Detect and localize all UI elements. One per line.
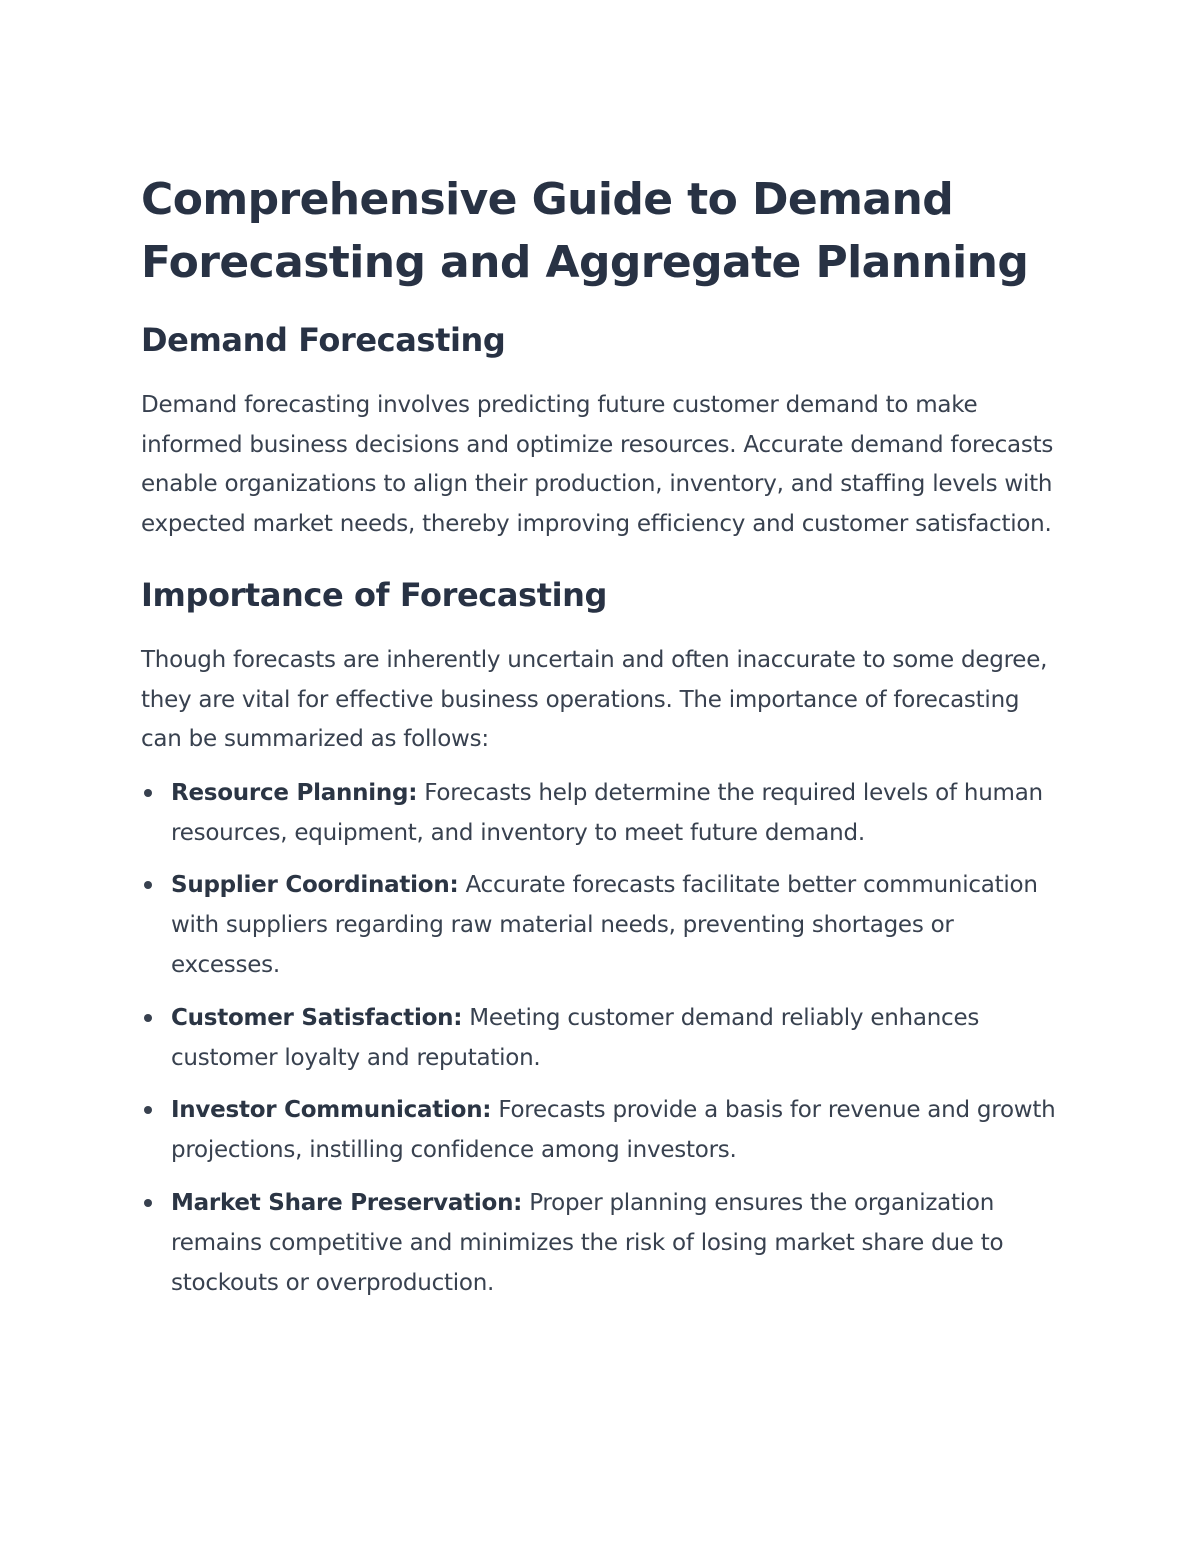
page-title: Comprehensive Guide to Demand Forecasting and Aggregate Planning — [141, 174, 1029, 288]
paragraph-importance-of-forecasting: Though forecasts are inherently uncertain and often inaccurate to some degree, they are vital for effective business operations. The importance of forecasting can be summarized as follows: — [141, 647, 1048, 752]
bullet-text: Proper planning ensures the organization remains competitive and minimizes the risk of losing market share due to stockouts or overproduction. — [171, 1189, 1004, 1296]
bullet-text: Forecasts help determine the required levels of human resources, equipment, and inventory to meet future demand. — [171, 779, 1043, 846]
section-heading-importance-of-forecasting: Importance of Forecasting — [141, 576, 608, 614]
bullet-icon — [144, 1014, 152, 1022]
bullet-icon — [144, 881, 152, 889]
paragraph-demand-forecasting: Demand forecasting involves predicting future customer demand to make informed business decisions and optimize resources. Accurate demand forecasts enable organizations to align their production, inventory, and staffing levels with expected market needs, thereby improving efficiency and customer satisfaction. — [141, 392, 1054, 537]
list-item-supplier-coordination — [141, 865, 1061, 985]
bullet-text: Forecasts provide a basis for revenue and growth projections, instilling confidence among investors. — [171, 1097, 1056, 1163]
document-page — [141, 168, 1061, 1315]
bullet-term: Customer Satisfaction: — [171, 1004, 463, 1031]
bullet-term: Supplier Coordination: — [171, 872, 459, 898]
bullet-text: Accurate forecasts facilitate better communication with suppliers regarding raw material needs, preventing shortages or excesses. — [171, 872, 1038, 978]
bullet-text: Meeting customer demand reliably enhances customer loyalty and reputation. — [171, 1004, 980, 1071]
list-item-market-share-preservation — [141, 1183, 1061, 1303]
bullet-term: Market Share Preservation: — [171, 1189, 523, 1216]
list-item-resource-planning — [141, 773, 1061, 853]
list-item-investor-communication — [141, 1090, 1061, 1170]
bullet-icon — [144, 1199, 152, 1207]
section-heading-demand-forecasting: Demand Forecasting — [141, 321, 506, 359]
bullet-term: Investor Communication: — [171, 1097, 492, 1123]
bullet-icon — [144, 1106, 152, 1114]
bullet-term: Resource Planning: — [171, 779, 418, 806]
list-item-customer-satisfaction — [141, 998, 1061, 1078]
importance-bullet-list — [141, 773, 1061, 1303]
bullet-icon — [144, 789, 152, 797]
